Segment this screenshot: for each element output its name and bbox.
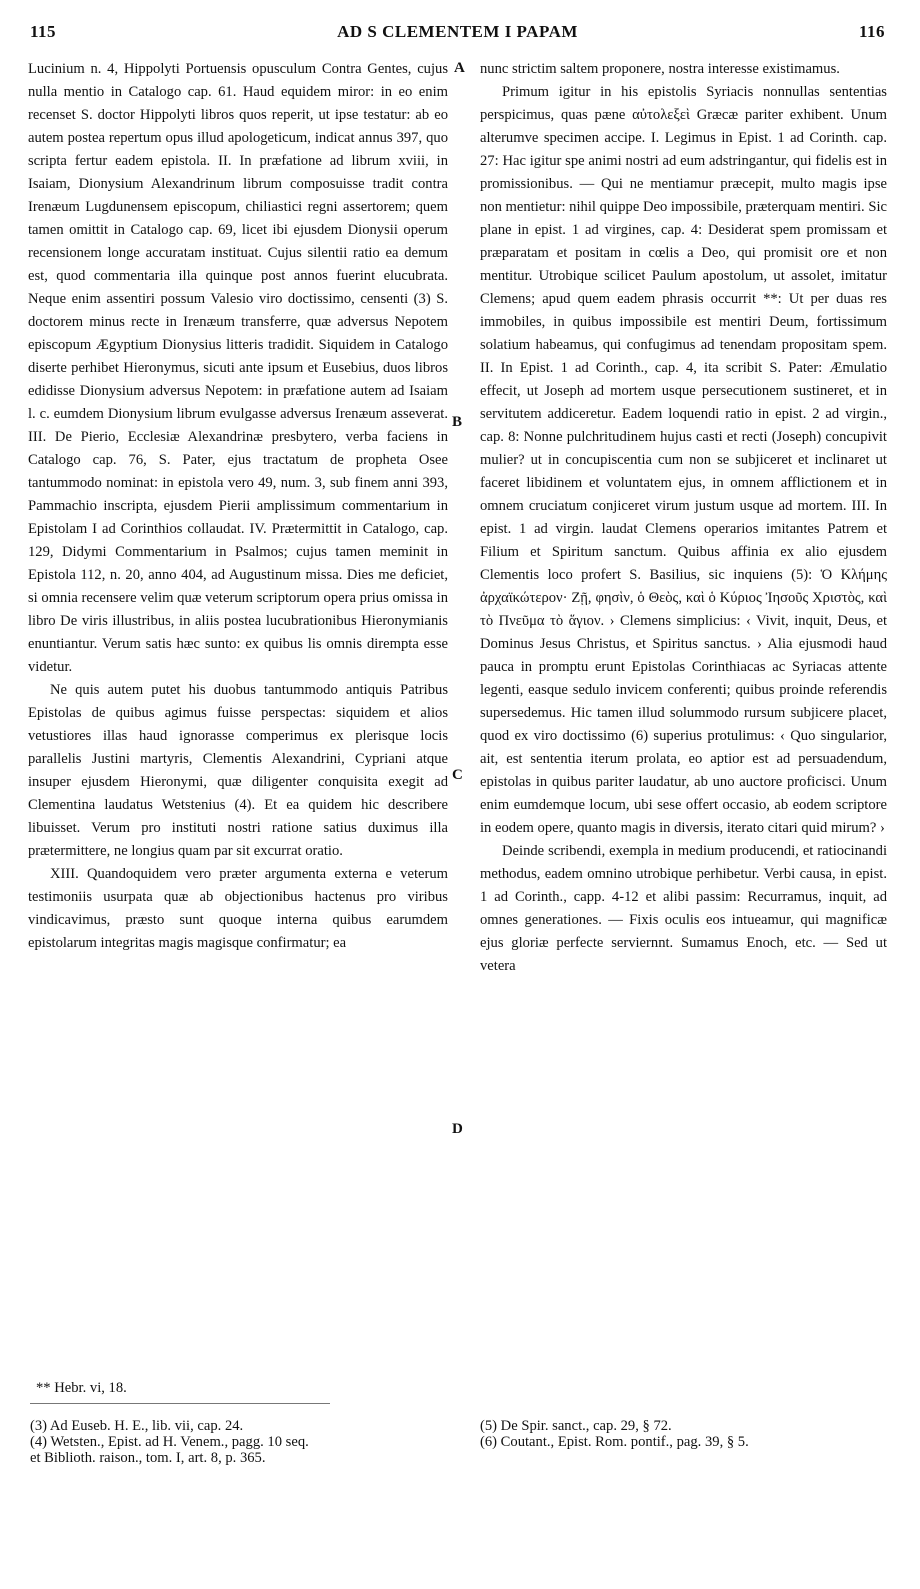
left-paragraph-1: Lucinium n. 4, Hippolyti Portuensis opusculum Contra Gentes, cujus nulla mentio in Catalogo cap. 61. Haud equidem miror: in eo enim recenset S. doctor Hippolyti libros quos reperit, ut ipse testatur: ab eo autem postea repertum opus illud apologeticum, indicat annus 397, quo scripta fertur eadem epistola. II. In præfatione ad librum xviii, in Isaiam, Dionysium Alexandrinum librum composuisse tradit contra Irenæum Lugdunensem episcopum, chiliastici regni assertorem; quem tamen omittit in Catalogo cap. 69, licet ibi ejusdem Dionysii operum recensionem longe accuratam instituat. Cujus silentii ratio ea demum est, quod commentaria illa quinque post annos fuerint elucubrata. Neque enim assentiri possum Valesio viro doctissimo, censenti (3) S. doctorem minus recte in Irenæum transferre, quæ adversus Nepotem episcopum Ægyptium Dionysius litteris tradidit. Siquidem in Catalogo diserte perhibet Hieronymus, sicuti ante ipsum et Eusebius, duos libros edidisse Dionysium adversus Nepotem: in præfatione autem ad Isaiam l. c. eumdem Dionysium librum evulgasse adversus Irenæum asseverat. III. De Pierio, Ecclesiæ Alexandrinæ presbytero, verba faciens in Catalogo cap. 76, S. Pater, ejus tractatum de propheta Osee tantummodo nominat: in epistola vero 49, num. 3, sub finem anni 393, Pammachio inscripta, ejusdem Pierii amplissimum commentarium in Epistolam I ad Corinthios collaudat. IV. Prætermittit in Catalogo, cap. 129, Didymi Commentarium in Psalmos; cujus tamen meminit in Epistola 112, n. 20, anno 404, ad Augustinum missa. Dies me deficiet, si omnia recensere velim quæ veterum scriptorum opera prius omissa in libro De viris illustribus, in aliis postea lucubrationibus Hieronymianis enuntiantur. Verum satis hæc sunto: ex quibus lis omnis dirempta esse videtur. xyxy=(28,61,448,675)
margin-letter-d: D xyxy=(452,1121,463,1137)
footnote-rule xyxy=(30,1403,330,1404)
right-paragraph-2: Primum igitur in his epistolis Syriacis nonnullas sententias perspicimus, quas pæne αὐτολεξεὶ Græcæ pariter exhibent. Unum alterumve specimen accipe. I. Legimus in Epist. 1 ad Corinth. cap. 27: Hac igitur spe animi nostri ad eum adstringantur, qui fidelis est in promissionibus. — Qui ne mentiamur præcepit, multo magis ipse non mentietur: nihil quippe Deo impossibile, præterquam mentiri. Sic plane in epist. 1 ad virgines, cap. 4: Desiderat spem promissam et præparatam et positam in cœlis a Deo, qui promisit ore et non mentitur. Utrobique scilicet Paulum apostolum, ut assolet, imitatur Clemens; apud quem eadem phrasis occurrit **: Ut per duas res immobiles, in quibus impossibile est mentiri Deum, fortissimum solatium habeamus, qui confugimus ad tenendam propositam spem. II. In Epist. 1 ad Corinth., cap. 4, ita scribit S. Pater: Æmulatio effecit, ut Joseph ad mortem usque persecutionem sustineret, et in servitutem addiceretur. Eadem loquendi ratio in epist. 2 ad virgin., cap. 8: Nonne pulchritudinem hujus casti et recti (Joseph) concupivit mulier? ut in concupiscentia cum non se subjiceret et inclinaret ut faceret libidinem et voluntatem ejus, in omnem afflictionem et in omnem cruciatum conjiceret virum justum usque ad mortem. III. In epist. 1 ad virgin. laudat Clemens operarios imitantes Patrem et Filium et Spiritum sanctum. Quibus affinia ex alio ejusdem Clementis loco profert S. Basilius, sic inquiens (5): Ὁ Κλήμης ἀρχαϊκώτερον· Ζῇ, φησὶν, ὁ Θεὸς, καὶ ὁ Κύριος Ἰησοῦς Χριστὸς, καὶ τὸ Πνεῦμα τὸ ἅγιον. › Clemens simplicius: ‹ Vivit, inquit, Deus, et Dominus Jesus Christus, et Spiritus sanctus. › Alia ejusmodi haud pauca in promptu erunt Epistolas Corinthiacas ac Syriacas attente legenti, easque sedulo invicem conferenti; quibus proinde referendis supersedemus. Hic tamen illud solummodo rursum subjicere placet, quod ex viro doctissimo (6) superius protulimus: ‹ Quo singularior, ait, est sententia iterum prolata, eo aptior est ad persuadendum, epistolas in quibus pariter laudatur, ab uno auctore proficisci. Unum enim eumdemque locum, ubi sese offert occasio, ab eodem scriptore in eodem opere, quanto magis in diversis, iterato citari quid mirum? › xyxy=(480,84,887,836)
page-number-right: 116 xyxy=(858,22,885,41)
right-column xyxy=(480,58,887,978)
footnotes-left xyxy=(30,1418,309,1466)
footnote-3: (3) Ad Euseb. H. E., lib. vii, cap. 24. xyxy=(30,1418,244,1434)
running-title: AD S CLEMENTEM I PAPAM xyxy=(337,22,578,41)
right-paragraph-1: nunc strictim saltem proponere, nostra interesse existimamus. xyxy=(480,61,840,77)
footnote-4-continued: et Biblioth. raison., tom. I, art. 8, p. 365. xyxy=(30,1450,266,1466)
footnote-5: (5) De Spir. sanct., cap. 29, § 72. xyxy=(480,1418,672,1434)
footnotes-right xyxy=(480,1418,749,1450)
margin-letter-b: B xyxy=(452,414,463,430)
footnote-star: ** Hebr. vi, 18. xyxy=(36,1380,127,1396)
footnote-6: (6) Coutant., Epist. Rom. pontif., pag. 39, § 5. xyxy=(480,1434,749,1450)
left-paragraph-2: Ne quis autem putet his duobus tantummodo antiquis Patribus Epistolas de quibus agimus fuisse perspectas: siquidem et alios vetustiores illas haud ignorasse comperimus ex plerisque locis parallelis Justini martyris, Clementis Alexandrini, Cypriani atque insuper ejusdem Hieronymi, quæ diligenter conquisita exegit ad Clementina laudatus Wetstenius (4). Et ea quidem hic describere libuisset. Verum pro instituti nostri ratione satius duximus illa prætermittere, ne longius quam par sit excurrat oratio. xyxy=(28,682,448,859)
left-column xyxy=(28,58,448,955)
left-paragraph-3: XIII. Quandoquidem vero præter argumenta externa e veterum testimoniis usurpata quæ ab objectionibus hactenus pro viribus vindicavimus, præsto sunt quoque interna quibus earumdem epistolarum integritas magis magisque confirmatur; ea xyxy=(28,866,448,951)
page-number-left: 115 xyxy=(30,22,57,41)
margin-letter-a: A xyxy=(454,60,465,76)
page-header xyxy=(30,22,885,52)
right-paragraph-3: Deinde scribendi, exempla in medium producendi, et ratiocinandi methodus, eadem omnino utrobique perhibetur. Verbi causa, in epist. 1 ad Corinth., capp. 4-12 et alibi passim: Recurramus, inquit, ad omnes generationes. — Fixis oculis eos intueamur, qui magnificæ ejus gloriæ perfecte serviernnt. Sumamus Enoch, etc. — Sed ut vetera xyxy=(480,843,887,974)
margin-letter-c: C xyxy=(452,767,463,783)
footnote-4: (4) Wetsten., Epist. ad H. Venem., pagg. 10 seq. xyxy=(30,1434,309,1450)
